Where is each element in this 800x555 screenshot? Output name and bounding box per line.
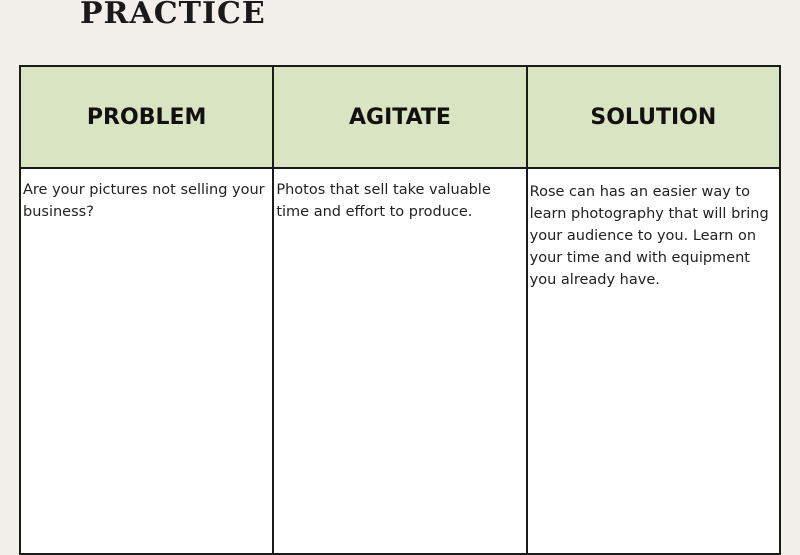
cell-agitate: Photos that sell take valuable time and effort to produce. [273, 168, 526, 554]
page-heading: PRACTICE [80, 0, 266, 31]
content-row [20, 168, 780, 554]
header-solution: SOLUTION [527, 66, 780, 168]
cell-solution: Rose can has an easier way to learn photography that will bring your audience to you. Learn on your time and with equipment you already have. [527, 168, 780, 554]
pas-table [19, 65, 781, 555]
cell-problem: Are your pictures not selling your business? [20, 168, 273, 554]
table-header [20, 66, 780, 168]
table-body [20, 168, 780, 554]
header-agitate: AGITATE [273, 66, 526, 168]
header-row [20, 66, 780, 168]
header-problem: PROBLEM [20, 66, 273, 168]
